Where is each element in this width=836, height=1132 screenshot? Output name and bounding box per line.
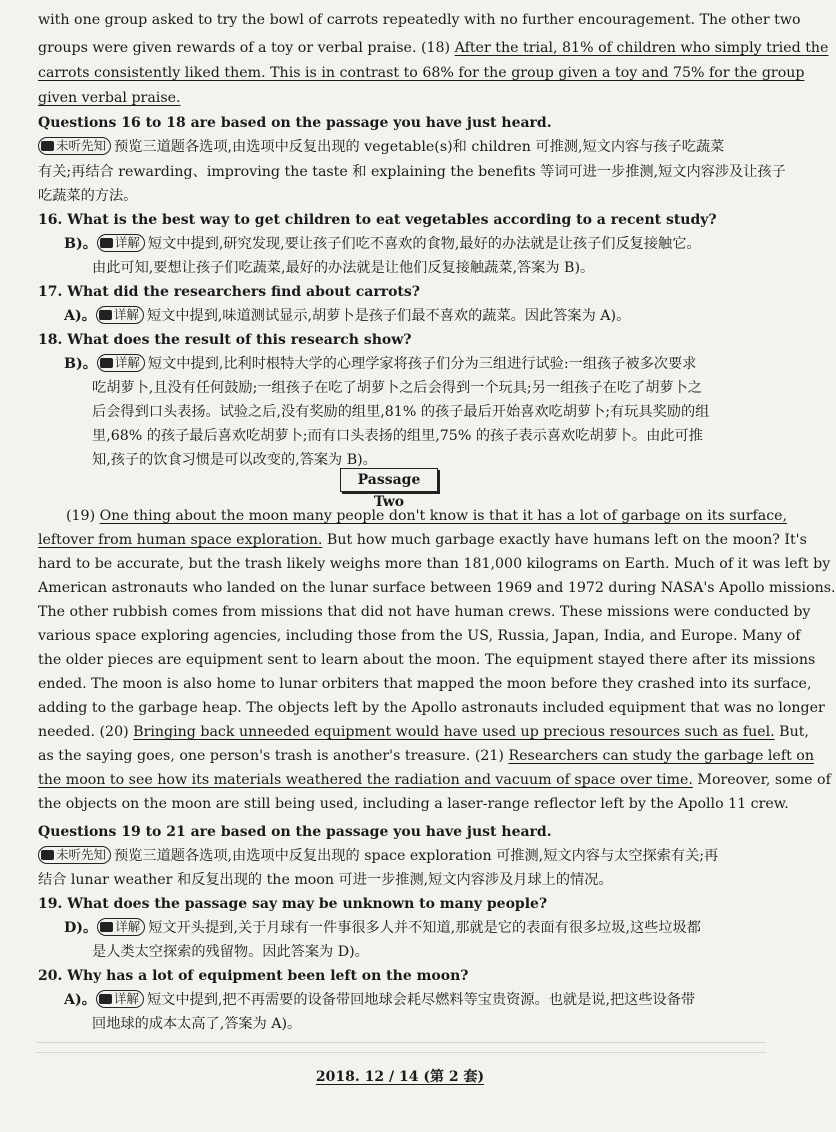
passage-line: The other rubbish comes from missions that did not have human crews. These missions were conducted by bbox=[38, 604, 811, 620]
passage-line: adding to the garbage heap. The objects left by the Apollo astronauts included equipment that was no longer bbox=[38, 700, 825, 716]
underlined-answer-text: After the trial, 81% of children who simply tried the bbox=[454, 40, 829, 56]
underlined-answer-text: given verbal praise. bbox=[38, 90, 181, 106]
underlined-answer-text: Researchers can study the garbage left on bbox=[508, 748, 814, 764]
explanation-line: A)。 详解 短文中提到,味道测试显示,胡萝卜是孩子们最不喜欢的蔬菜。因此答案为 A)。 bbox=[64, 307, 631, 324]
passage-line: the objects on the moon are still being used, including a laser-range reflector left by the Apollo 11 crew. bbox=[38, 796, 789, 812]
explanation-line: B)。 详解 短文中提到,比利时根特大学的心理学家将孩子们分为三组进行试验:一组孩子被多次要求 bbox=[64, 355, 697, 372]
page-footer bbox=[0, 1066, 800, 1086]
explanation-line: 后会得到口头表扬。试验之后,没有奖励的组里,81% 的孩子最后开始喜欢吃胡萝卜;有玩具奖励的组 bbox=[92, 404, 710, 420]
question-18: 18. What does the result of this research show? bbox=[38, 332, 412, 348]
underlined-answer-text: leftover from human space exploration. bbox=[38, 532, 323, 548]
book-icon bbox=[100, 238, 113, 248]
passage-line: with one group asked to try the bowl of carrots repeatedly with no further encouragement. The other two bbox=[38, 12, 801, 28]
passage-line: leftover from human space exploration. But how much garbage exactly have humans left on the moon? It's bbox=[38, 532, 807, 548]
passage-line: needed. (20) Bringing back unneeded equipment would have used up precious resources such as fuel. But, bbox=[38, 724, 809, 740]
question-19: 19. What does the passage say may be unknown to many people? bbox=[38, 896, 548, 912]
underlined-answer-text: Bringing back unneeded equipment would have used up precious resources such as fuel. bbox=[133, 724, 775, 740]
book-icon bbox=[99, 994, 112, 1004]
book-icon bbox=[99, 310, 112, 320]
explanation-line: B)。 详解 短文中提到,研究发现,要让孩子们吃不喜欢的食物,最好的办法就是让孩子们反复接触它。 bbox=[64, 235, 701, 252]
bleed-through-divider bbox=[36, 1042, 766, 1043]
explain-tag: 详解 bbox=[96, 306, 144, 324]
explanation-line: 回地球的成本太高了,答案为 A)。 bbox=[92, 1016, 302, 1032]
answer-choice: D)。 bbox=[64, 920, 98, 936]
explanation-line: 是人类太空探索的残留物。因此答案为 D)。 bbox=[92, 944, 369, 960]
preview-line: 有关;再结合 rewarding、improving the taste 和 explaining the benefits 等词可进一步推测,短文内容涉及让孩子 bbox=[38, 164, 786, 180]
preview-tag: 未听先知 bbox=[38, 846, 111, 864]
preview-tag: 未听先知 bbox=[38, 137, 111, 155]
passage-line: (19) One thing about the moon many people don't know is that it has a lot of garbage on its surface, bbox=[66, 508, 788, 524]
passage-line: hard to be accurate, but the trash likely weighs more than 181,000 kilograms on Earth. Much of it was left by bbox=[38, 556, 831, 572]
preview-line: 结合 lunar weather 和反复出现的 the moon 可进一步推测,短文内容涉及月球上的情况。 bbox=[38, 872, 613, 888]
explain-tag: 详解 bbox=[96, 990, 144, 1008]
bleed-through-divider bbox=[36, 1052, 766, 1053]
passage-line: groups were given rewards of a toy or verbal praise. (18) After the trial, 81% of children who simply tried the bbox=[38, 40, 829, 56]
section-heading: Questions 16 to 18 are based on the passage you have just heard. bbox=[38, 115, 552, 131]
explanation-line: 里,68% 的孩子最后喜欢吃胡萝卜;而有口头表扬的组里,75% 的孩子表示喜欢吃胡萝卜。由此可推 bbox=[92, 428, 703, 444]
passage-line: the moon to see how its materials weathered the radiation and vacuum of space over time. Moreover, some of bbox=[38, 772, 831, 788]
passage-line: American astronauts who landed on the lunar surface between 1969 and 1972 during NASA's Apollo missions. bbox=[38, 580, 836, 596]
preview-line: 吃蔬菜的方法。 bbox=[38, 188, 138, 204]
answer-choice: B)。 bbox=[64, 356, 97, 372]
explanation-line: 由此可知,要想让孩子们吃蔬菜,最好的办法就是让他们反复接触蔬菜,答案为 B)。 bbox=[92, 260, 595, 276]
explanation-line: D)。 详解 短文开头提到,关于月球有一件事很多人并不知道,那就是它的表面有很多垃圾,这些垃圾都 bbox=[64, 919, 701, 936]
page-number: 2018. 12 / 14 (第 2 套) bbox=[315, 1069, 485, 1085]
passage-line: ended. The moon is also home to lunar orbiters that mapped the moon before they crashed into its surface, bbox=[38, 676, 812, 692]
underlined-answer-text: the moon to see how its materials weathered the radiation and vacuum of space over time. bbox=[38, 772, 693, 788]
explanation-line: A)。 详解 短文中提到,把不再需要的设备带回地球会耗尽燃料等宝贵资源。也就是说,把这些设备带 bbox=[64, 991, 696, 1008]
passage-title: Passage Two bbox=[340, 468, 438, 492]
explain-tag: 详解 bbox=[97, 918, 145, 936]
section-heading: Questions 19 to 21 are based on the passage you have just heard. bbox=[38, 824, 552, 840]
preview-line: 未听先知 预览三道题各选项,由选项中反复出现的 vegetable(s)和 children 可推测,短文内容与孩子吃蔬菜 bbox=[38, 137, 724, 157]
explanation-line: 知,孩子的饮食习惯是可以改变的,答案为 B)。 bbox=[92, 452, 377, 468]
underlined-answer-text: One thing about the moon many people don't know is that it has a lot of garbage on its surface, bbox=[99, 508, 788, 524]
book-icon bbox=[41, 141, 54, 151]
question-16: 16. What is the best way to get children to eat vegetables according to a recent study? bbox=[38, 212, 717, 228]
explanation-line: 吃胡萝卜,且没有任何鼓励;一组孩子在吃了胡萝卜之后会得到一个玩具;另一组孩子在吃了胡萝卜之 bbox=[92, 380, 702, 396]
answer-choice: A)。 bbox=[64, 308, 96, 324]
passage-line: various space exploring agencies, including those from the US, Russia, Japan, India, and Europe. Many of bbox=[38, 628, 801, 644]
passage-line: as the saying goes, one person's trash is another's treasure. (21) Researchers can study the garbage left on bbox=[38, 748, 814, 764]
answer-choice: B)。 bbox=[64, 236, 97, 252]
underlined-answer-text: carrots consistently liked them. This is in contrast to 68% for the group given a toy and 75% for the group bbox=[38, 65, 805, 81]
passage-line: the older pieces are equipment sent to learn about the moon. The equipment stayed there after its missions bbox=[38, 652, 816, 668]
book-icon bbox=[100, 358, 113, 368]
answer-choice: A)。 bbox=[64, 992, 96, 1008]
explain-tag: 详解 bbox=[97, 234, 145, 252]
question-20: 20. Why has a lot of equipment been left on the moon? bbox=[38, 968, 469, 984]
book-icon bbox=[100, 922, 113, 932]
preview-line: 未听先知 预览三道题各选项,由选项中反复出现的 space exploration 可推测,短文内容与太空探索有关;再 bbox=[38, 846, 718, 866]
explain-tag: 详解 bbox=[97, 354, 145, 372]
book-icon bbox=[41, 850, 54, 860]
question-17: 17. What did the researchers find about carrots? bbox=[38, 284, 420, 300]
